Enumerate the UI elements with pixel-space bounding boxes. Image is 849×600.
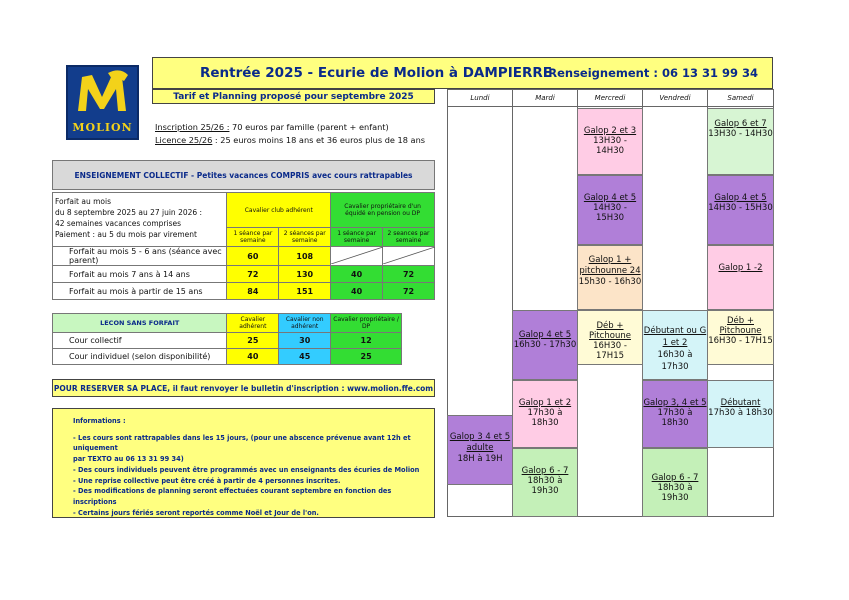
slot-galop-6-7-mardi: Galop 6 - 7 18h30 à 19h30 (512, 448, 578, 517)
forfait-description: Forfait au mois du 8 septembre 2025 au 27 juin 2026 : 42 semaines vacances comprises Paiement : au 5 du mois par virement (53, 193, 227, 247)
informations-title: Informations : (73, 417, 126, 425)
day-header: Mardi (512, 89, 578, 107)
day-header: Samedi (707, 89, 774, 107)
day-header: Vendredi (642, 89, 708, 107)
inscription-line: Inscription 25/26 : 70 euros par famille (parent + enfant) (155, 122, 389, 132)
day-header: Mercredi (577, 89, 643, 107)
collectif-table (52, 192, 435, 300)
group-proprietaire: Cavalier propriétaire d'un équidé en pension ou DP (331, 193, 435, 228)
horse-logo-icon (68, 67, 137, 119)
logo-text: MOLION (72, 121, 133, 134)
empty-cell (331, 247, 383, 266)
page-subtitle: Tarif et Planning proposé pour septembre 2025 (152, 89, 435, 104)
informations-box: Informations : - Les cours sont rattrapables dans les 15 jours, (pour une abscence prévenue avant 12h et uniquement par TEXTO au 06 13 31 99 34) - Des cours individuels peuvent être programmés avec un enseignants des écuries de Molion - Une reprise collective peut être créé à partir de 4 personnes inscrites. - Des modifications de planning seront effectuées courant septembre en fonction des inscriptions - Certains jours fériés seront reportés comme Noël et Jour de l'on. (52, 408, 435, 518)
contact-phone: Renseignement : 06 13 31 99 34 (548, 66, 758, 80)
header-banner (152, 57, 773, 89)
table-row: Forfait au mois à partir de 15 ans 84 151 40 72 (53, 283, 435, 300)
sub-header: 2 seances par semaine (383, 228, 435, 247)
slot-galop-2-3: Galop 2 et 3 13H30 - 14H30 (577, 108, 643, 175)
slot-debutant-samedi: Débutant 17h30 à 18h30 (707, 380, 774, 448)
reserve-banner: POUR RESERVER SA PLACE, il faut renvoyer le bulletin d'inscription : www.molion.ffe.com (52, 379, 435, 397)
group-club: Cavalier club adhérent (227, 193, 331, 228)
slot-galop-6-7: Galop 6 et 7 13H30 - 14H30 (707, 108, 774, 175)
table-row: Cour collectif 25 30 12 (53, 333, 402, 349)
slot-debutant-g1-2: Débutant ou G 1 et 2 16h30 à 17h30 (642, 310, 708, 380)
sub-header: 1 séance par semaine (227, 228, 279, 247)
slot-galop-4-5-mardi: Galop 4 et 5 16h30 - 17h30 (512, 310, 578, 380)
slot-galop-3-4-5: Galop 3, 4 et 5 17h30 à 18h30 (642, 380, 708, 448)
slot-galop-3-4-5-adulte: Galop 3 4 et 5 adulte 18H à 19H (447, 415, 513, 485)
licence-line: Licence 25/26 : 25 euros moins 18 ans et 36 euros plus de 18 ans (155, 135, 426, 145)
lecon-table: LECON SANS FORFAIT Cavalier adhérent Cavalier non adhérent Cavalier propriétaire / DP Cour collectif 25 30 12 Cour individuel (selon disponibilité) 40 45 25 (52, 313, 402, 365)
slot-galop-4-5-samedi: Galop 4 et 5 14H30 - 15H30 (707, 175, 774, 245)
molion-logo (66, 65, 139, 140)
sub-header: 1 séance par semaine (331, 228, 383, 247)
table-row: Forfait au mois 7 ans à 14 ans 72 130 40 72 (53, 266, 435, 283)
slot-galop-1-2-samedi: Galop 1 -2 (707, 245, 774, 310)
lecon-header: LECON SANS FORFAIT (53, 314, 227, 333)
day-header: Lundi (447, 89, 513, 107)
table-row: Forfait au mois 5 - 6 ans (séance avec parent) 60 108 (53, 247, 435, 266)
page-title: Rentrée 2025 - Ecurie de Molion à DAMPIERRE (200, 65, 552, 81)
slot-galop-6-7-vendredi: Galop 6 - 7 18h30 à 19h30 (642, 448, 708, 517)
sub-header: 2 séances par semaine (279, 228, 331, 247)
empty-cell (383, 247, 435, 266)
slot-galop-1-pitchounne: Galop 1 + pitchounne 24 15h30 - 16h30 (577, 245, 643, 310)
planning-bottom-border (447, 516, 774, 517)
slot-galop-4-5-mercredi: Galop 4 et 5 14H30 - 15H30 (577, 175, 643, 245)
slot-deb-pitchoune-samedi: Déb + Pitchoune 16H30 - 17H15 (707, 310, 774, 365)
slot-deb-pitchoune-mercredi: Déb + Pitchoune 16H30 - 17H15 (577, 310, 643, 365)
table-row: Cour individuel (selon disponibilité) 40 45 25 (53, 349, 402, 365)
slot-galop-1-2-mardi: Galop 1 et 2 17h30 à 18h30 (512, 380, 578, 448)
collectif-header: ENSEIGNEMENT COLLECTIF - Petites vacances COMPRIS avec cours rattrapables (52, 160, 435, 190)
